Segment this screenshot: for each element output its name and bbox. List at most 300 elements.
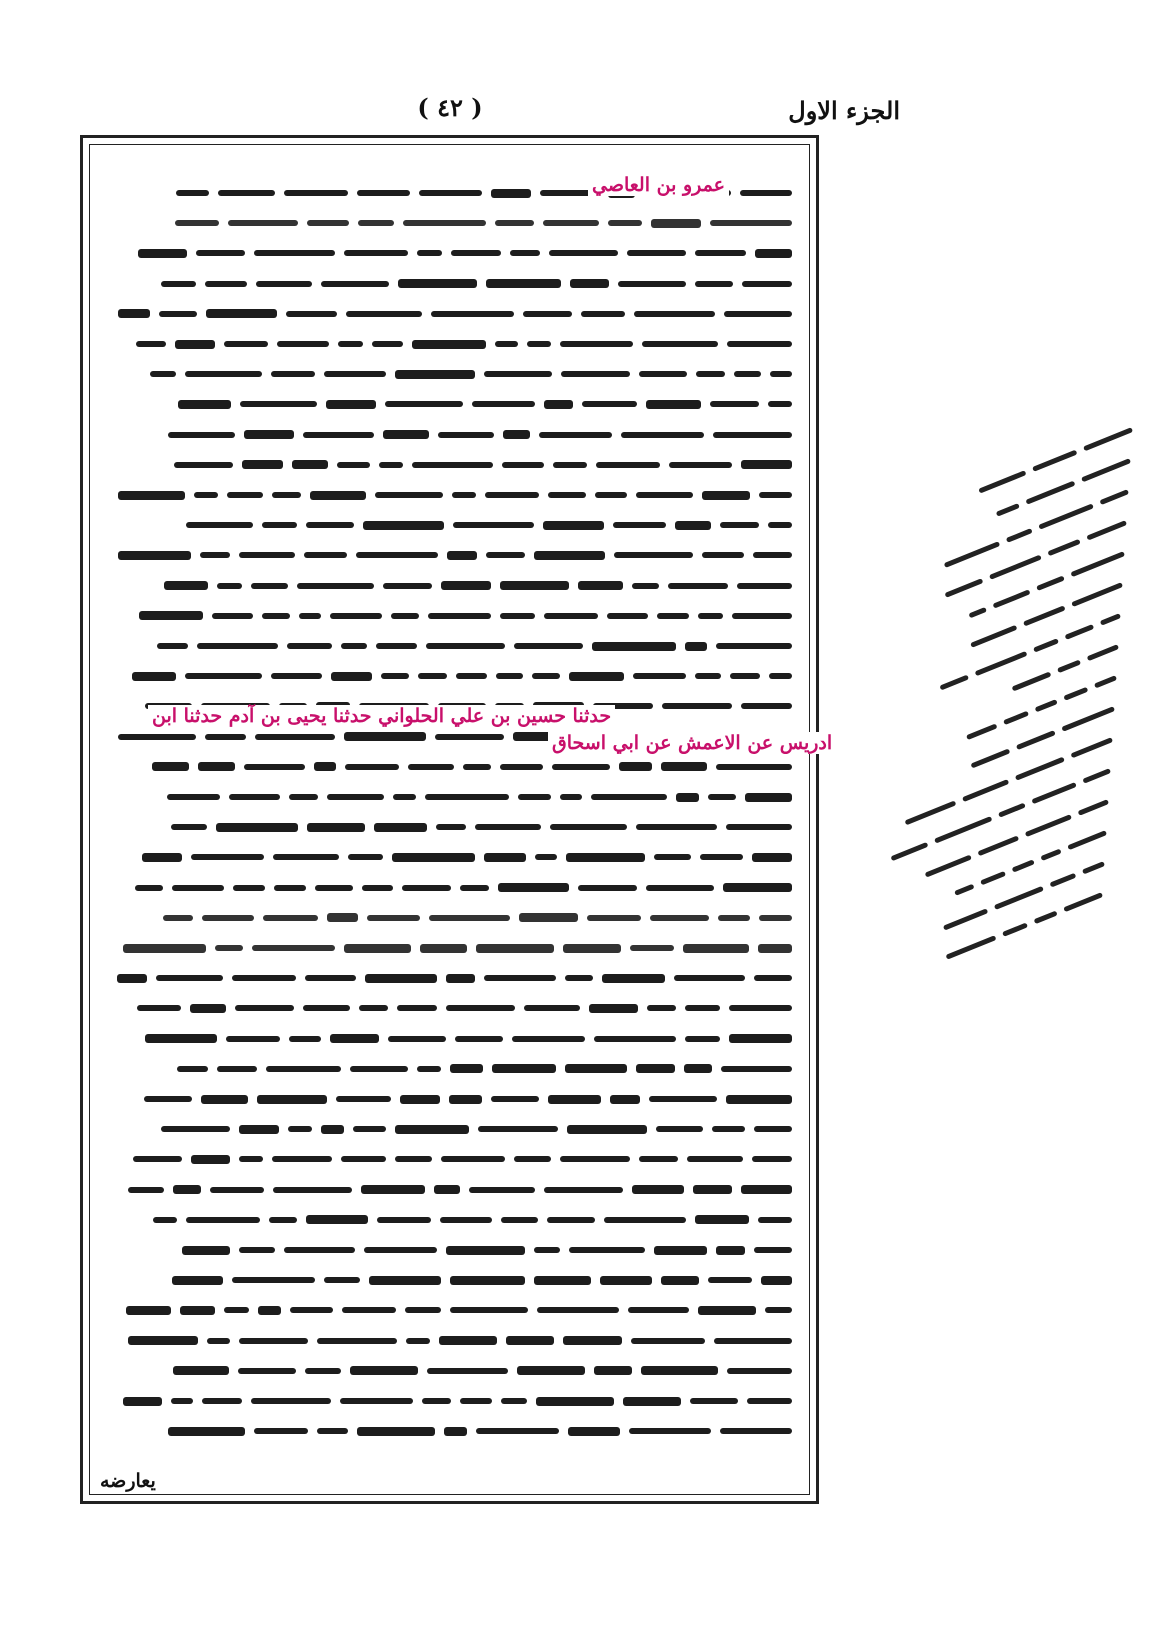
script-mark (962, 779, 1009, 802)
script-mark (341, 1156, 386, 1162)
script-mark (232, 1277, 315, 1283)
script-mark (630, 945, 674, 951)
text-line (106, 1270, 792, 1290)
script-mark (954, 883, 974, 895)
script-mark (581, 311, 625, 317)
script-mark (500, 613, 535, 619)
script-mark (721, 1066, 792, 1072)
script-mark (307, 220, 349, 226)
script-mark (200, 552, 230, 558)
script-mark (207, 1338, 230, 1344)
script-mark (269, 1217, 297, 1223)
script-mark (758, 1217, 792, 1223)
script-mark (374, 823, 427, 832)
script-mark (232, 975, 296, 981)
script-mark (277, 341, 329, 347)
script-mark (460, 1398, 492, 1404)
script-mark (594, 1366, 632, 1375)
script-mark (306, 1215, 368, 1224)
script-mark (383, 430, 429, 439)
script-mark (321, 281, 389, 287)
script-mark (560, 794, 582, 800)
script-mark (310, 491, 366, 500)
script-mark (1049, 872, 1076, 887)
script-mark (741, 460, 792, 469)
script-mark (361, 1185, 425, 1194)
script-mark (238, 1368, 296, 1374)
catchword: يعارضه (100, 1470, 156, 1492)
script-mark (1086, 520, 1127, 540)
script-mark (765, 1307, 792, 1313)
script-mark (500, 581, 569, 590)
script-mark (702, 491, 750, 500)
script-mark (647, 1005, 676, 1011)
script-mark (768, 522, 792, 528)
script-mark (303, 432, 374, 438)
script-mark (476, 1428, 559, 1434)
script-mark (639, 1156, 678, 1162)
script-mark (288, 1126, 312, 1132)
script-mark (226, 1036, 280, 1042)
script-mark (185, 673, 262, 679)
script-mark (436, 824, 466, 830)
script-mark (284, 1247, 355, 1253)
script-mark (118, 734, 196, 740)
script-mark (1034, 699, 1057, 712)
script-mark (769, 673, 792, 679)
main-text-block (106, 183, 792, 1453)
script-mark (137, 1005, 181, 1011)
script-mark (456, 673, 487, 679)
script-mark (257, 1095, 327, 1104)
script-mark (1099, 489, 1129, 505)
script-mark (182, 1246, 230, 1255)
text-line (106, 787, 792, 807)
script-mark (317, 1338, 397, 1344)
script-mark (726, 824, 792, 830)
script-mark (227, 492, 263, 498)
script-mark (656, 1126, 703, 1132)
script-mark (500, 764, 543, 770)
script-mark (266, 1066, 341, 1072)
text-line (106, 485, 792, 505)
script-mark (600, 1276, 652, 1285)
script-mark (251, 1398, 331, 1404)
script-mark (239, 1125, 279, 1134)
script-mark (176, 190, 209, 196)
script-mark (185, 371, 262, 377)
script-mark (506, 1336, 554, 1345)
text-line (106, 304, 792, 324)
script-mark (627, 250, 686, 256)
script-mark (417, 250, 442, 256)
script-mark (636, 492, 693, 498)
script-mark (383, 583, 432, 589)
script-mark (741, 1185, 792, 1194)
script-mark (633, 673, 686, 679)
script-mark (890, 841, 928, 860)
script-mark (568, 1427, 620, 1436)
script-mark (228, 220, 298, 226)
script-mark (552, 764, 610, 770)
script-mark (167, 794, 220, 800)
script-mark (350, 1366, 418, 1375)
script-mark (759, 915, 792, 921)
script-mark (485, 492, 539, 498)
script-mark (133, 1156, 182, 1162)
script-mark (251, 583, 288, 589)
script-mark (377, 1217, 431, 1223)
script-mark (438, 432, 494, 438)
script-mark (754, 1247, 792, 1253)
script-mark (397, 1005, 437, 1011)
script-mark (565, 1064, 627, 1073)
script-mark (1047, 538, 1080, 555)
script-mark (426, 643, 505, 649)
script-mark (484, 975, 556, 981)
script-mark (1100, 613, 1121, 626)
script-mark (544, 400, 573, 409)
script-mark (348, 854, 383, 860)
script-mark (196, 250, 245, 256)
script-mark (224, 341, 268, 347)
script-mark (1071, 582, 1123, 607)
text-line (106, 425, 792, 445)
script-mark (741, 703, 792, 709)
script-mark (440, 1217, 492, 1223)
script-mark (363, 521, 444, 530)
script-mark (1061, 706, 1115, 732)
script-mark (191, 854, 264, 860)
script-mark (286, 311, 337, 317)
script-mark (218, 190, 275, 196)
script-mark (451, 250, 501, 256)
script-mark (263, 915, 318, 921)
script-mark (563, 944, 621, 953)
script-mark (943, 541, 1000, 568)
script-mark (202, 915, 254, 921)
script-mark (186, 1217, 260, 1223)
script-mark (463, 764, 491, 770)
script-mark (441, 1156, 505, 1162)
script-mark (385, 401, 463, 407)
script-mark (431, 311, 514, 317)
script-mark (687, 1156, 743, 1162)
script-mark (240, 401, 317, 407)
script-mark (484, 371, 552, 377)
script-mark (943, 908, 988, 930)
script-mark (740, 190, 792, 196)
script-mark (582, 401, 637, 407)
script-mark (254, 250, 335, 256)
script-mark (171, 824, 207, 830)
script-mark (132, 672, 176, 681)
script-mark (177, 1066, 208, 1072)
script-mark (501, 1217, 538, 1223)
script-mark (661, 1276, 699, 1285)
text-line (106, 1059, 792, 1079)
script-mark (723, 883, 792, 892)
script-mark (708, 1277, 752, 1283)
script-mark (674, 975, 745, 981)
script-mark (139, 611, 203, 620)
script-mark (537, 1307, 619, 1313)
script-mark (642, 341, 718, 347)
text-line (106, 606, 792, 626)
script-mark (272, 1156, 332, 1162)
script-mark (754, 975, 792, 981)
text-line (106, 757, 792, 777)
script-mark (427, 1368, 508, 1374)
script-mark (553, 462, 587, 468)
script-mark (502, 462, 544, 468)
script-mark (708, 794, 736, 800)
script-mark (587, 915, 641, 921)
script-mark (669, 462, 732, 468)
script-mark (417, 1066, 441, 1072)
script-mark (326, 400, 376, 409)
script-mark (435, 734, 504, 740)
text-line (106, 1119, 792, 1139)
script-mark (1067, 830, 1107, 850)
text-line (106, 968, 792, 988)
script-mark (405, 1307, 441, 1313)
script-mark (469, 1187, 535, 1193)
script-mark (745, 793, 792, 802)
script-mark (484, 853, 526, 862)
script-mark (700, 854, 743, 860)
script-mark (636, 1064, 675, 1073)
script-mark (233, 885, 265, 891)
script-mark (724, 311, 792, 317)
script-mark (698, 613, 723, 619)
script-mark (292, 460, 328, 469)
script-mark (118, 551, 191, 560)
script-mark (398, 279, 477, 288)
script-mark (752, 1156, 792, 1162)
script-mark (150, 371, 176, 377)
script-mark (144, 1096, 192, 1102)
script-mark (904, 800, 956, 825)
script-mark (161, 1126, 230, 1132)
script-mark (450, 1276, 525, 1285)
script-mark (408, 764, 454, 770)
script-mark (569, 1247, 645, 1253)
script-mark (403, 220, 486, 226)
script-mark (274, 885, 306, 891)
script-mark (752, 853, 792, 862)
script-mark (998, 802, 1026, 817)
script-mark (180, 1306, 215, 1315)
script-mark (284, 190, 348, 196)
script-mark (305, 1368, 341, 1374)
script-mark (1006, 528, 1033, 543)
text-line (106, 394, 792, 414)
script-mark (1016, 730, 1056, 750)
script-mark (341, 643, 367, 649)
script-mark (650, 915, 709, 921)
script-mark (589, 1004, 638, 1013)
script-mark (1003, 710, 1029, 724)
script-mark (550, 824, 627, 830)
script-mark (369, 1276, 441, 1285)
script-mark (695, 250, 746, 256)
script-mark (747, 1398, 792, 1404)
text-line (106, 364, 792, 384)
script-mark (578, 581, 623, 590)
script-mark (449, 1095, 482, 1104)
script-mark (358, 220, 394, 226)
script-mark (1063, 686, 1088, 700)
script-mark (135, 885, 163, 891)
script-mark (444, 1427, 467, 1436)
script-mark (364, 1247, 437, 1253)
script-mark (472, 401, 535, 407)
script-mark (307, 823, 365, 832)
script-mark (970, 748, 1010, 768)
script-mark (614, 552, 693, 558)
script-mark (123, 944, 206, 953)
text-line (106, 1180, 792, 1200)
script-mark (353, 1126, 386, 1132)
script-mark (152, 762, 189, 771)
script-mark (429, 915, 510, 921)
text-line (106, 243, 792, 263)
script-mark (768, 401, 792, 407)
script-mark (412, 462, 493, 468)
script-mark (173, 1366, 229, 1375)
text-line (106, 334, 792, 354)
script-mark (1082, 861, 1105, 874)
text-line (106, 1300, 792, 1320)
script-mark (1011, 859, 1034, 872)
script-mark (491, 189, 531, 198)
script-mark (447, 551, 477, 560)
script-mark (980, 871, 1006, 885)
script-mark (514, 1156, 551, 1162)
script-mark (641, 1366, 718, 1375)
script-mark (1031, 782, 1076, 804)
script-mark (716, 764, 792, 770)
script-mark (727, 1368, 792, 1374)
script-mark (1002, 922, 1028, 936)
script-mark (118, 309, 150, 318)
script-mark (299, 613, 321, 619)
script-mark (604, 1217, 686, 1223)
script-mark (1025, 814, 1072, 837)
script-mark (693, 1185, 732, 1194)
script-mark (727, 341, 792, 347)
script-mark (202, 1398, 242, 1404)
script-mark (450, 1307, 528, 1313)
script-mark (171, 1398, 193, 1404)
script-mark (636, 824, 717, 830)
script-mark (578, 885, 637, 891)
script-mark (646, 885, 714, 891)
script-mark (608, 220, 642, 226)
script-mark (289, 794, 318, 800)
script-mark (661, 762, 707, 771)
script-mark (168, 1427, 245, 1436)
script-mark (256, 281, 312, 287)
script-mark (676, 793, 699, 802)
script-mark (229, 794, 280, 800)
script-mark (486, 279, 561, 288)
script-mark (495, 341, 518, 347)
script-mark (272, 492, 301, 498)
script-mark (569, 672, 624, 681)
script-mark (271, 673, 322, 679)
script-mark (342, 1307, 396, 1313)
script-mark (340, 1398, 413, 1404)
script-mark (297, 583, 374, 589)
script-mark (634, 311, 715, 317)
script-mark (395, 370, 475, 379)
script-mark (306, 522, 354, 528)
script-mark (629, 1428, 711, 1434)
script-mark (345, 764, 399, 770)
handwritten-margin-note (840, 410, 1140, 930)
script-mark (737, 583, 792, 589)
script-mark (337, 462, 370, 468)
script-mark (201, 1095, 248, 1104)
script-mark (197, 643, 278, 649)
script-mark (563, 1336, 622, 1345)
script-mark (290, 1307, 333, 1313)
script-mark (696, 371, 725, 377)
script-mark (142, 853, 182, 862)
script-mark (668, 583, 728, 589)
script-mark (754, 1126, 792, 1132)
script-mark (395, 1125, 469, 1134)
script-mark (123, 1397, 162, 1406)
script-mark (289, 1036, 321, 1042)
script-mark (534, 551, 605, 560)
script-mark (138, 249, 187, 258)
script-mark (726, 1095, 792, 1104)
rubric-heading-2: حدثنا حسين بن علي الحلواني حدثنا يحيى بن آدم حدثنا ابن (148, 705, 615, 727)
script-mark (613, 522, 666, 528)
script-mark (128, 1336, 198, 1345)
script-mark (495, 220, 534, 226)
script-mark (173, 1185, 201, 1194)
script-mark (217, 583, 242, 589)
text-line (106, 576, 792, 596)
script-mark (164, 581, 208, 590)
script-mark (560, 341, 633, 347)
script-mark (651, 219, 701, 228)
text-line (106, 938, 792, 958)
script-mark (607, 613, 648, 619)
script-mark (258, 1306, 281, 1315)
script-mark (720, 1428, 792, 1434)
script-mark (561, 371, 630, 377)
script-mark (945, 935, 996, 959)
script-mark (406, 1338, 430, 1344)
script-mark (544, 1187, 623, 1193)
script-mark (1032, 449, 1077, 471)
script-mark (486, 552, 525, 558)
script-mark (273, 1187, 352, 1193)
script-mark (702, 552, 744, 558)
script-mark (194, 492, 218, 498)
script-mark (970, 624, 1017, 647)
script-mark (1083, 427, 1133, 451)
script-mark (549, 250, 618, 256)
script-mark (978, 470, 1026, 493)
script-mark (157, 643, 188, 649)
script-mark (492, 1064, 556, 1073)
